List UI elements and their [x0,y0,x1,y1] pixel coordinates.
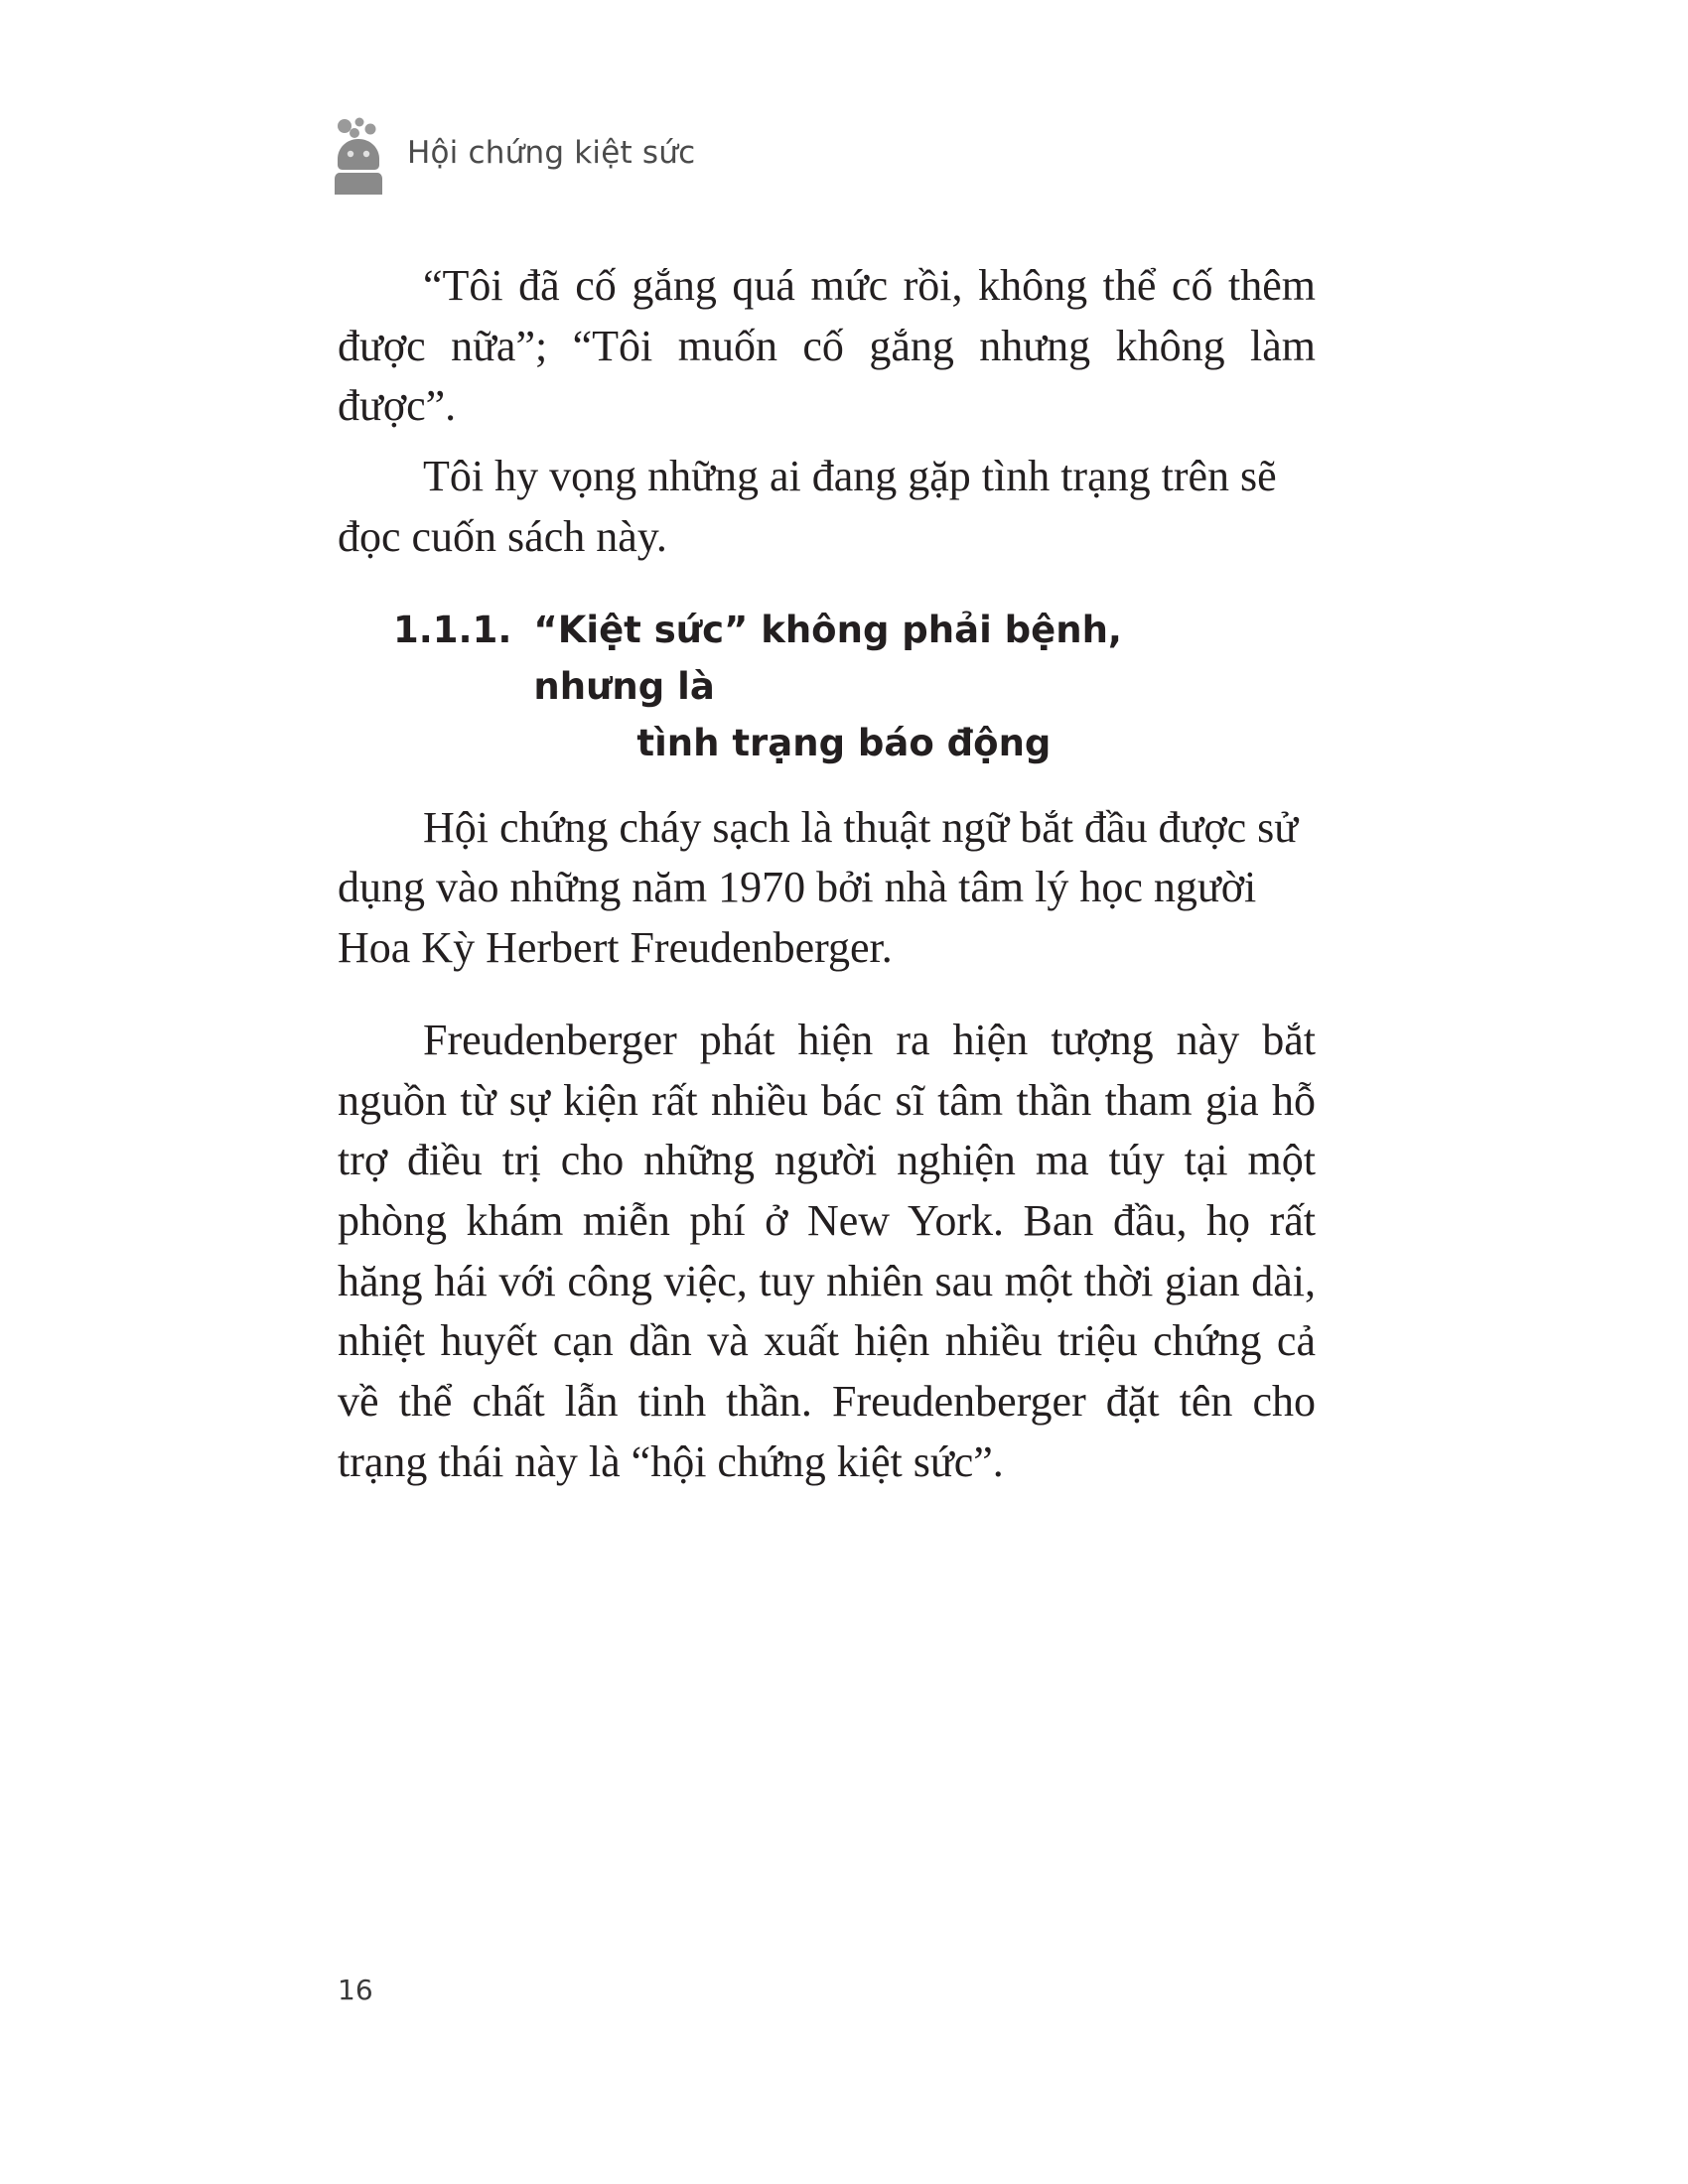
paragraph: Freudenberger phát hiện ra hiện tượng này bắt nguồn từ sự kiện rất nhiều bác sĩ tâm thần tham gia hỗ trợ điều trị cho những người nghiện ma túy tại một phòng khám miễn phí ở New York. Ban đầu, họ rất hăng hái với công việc, tuy nhiên sau một thời gian dài, nhiệt huyết cạn dần và xuất hiện nhiều triệu chứng cả về thể chất lẫn tinh thần. Freudenberger đặt tên cho trạng thái này là “hội chứng kiệt sức”. [338,1015,1316,1486]
section-number: 1.1.1. [393,608,512,651]
page-number: 16 [338,1974,373,2006]
running-header-title: Hội chứng kiệt sức [407,134,696,171]
head-with-steam-icon [328,117,389,195]
section-title-line-2: tình trạng báo động [636,722,1052,765]
section-heading [338,602,1316,772]
section-title [533,602,1154,772]
page-content [338,256,1316,1503]
paragraph: Tôi hy vọng những ai đang gặp tình trạng trên sẽ đọc cuốn sách này. [338,452,1277,561]
paragraph: “Tôi đã cố gắng quá mức rồi, không thể cố thêm được nữa”; “Tôi muốn cố gắng nhưng không làm được”. [338,261,1316,431]
section-title-line-1: “Kiệt sức” không phải bệnh, nhưng là [533,608,1122,708]
paragraph: Hội chứng cháy sạch là thuật ngữ bắt đầu được sử dụng vào những năm 1970 bởi nhà tâm lý học người Hoa Kỳ Herbert Freudenberger. [338,802,1299,973]
running-header [328,117,695,195]
